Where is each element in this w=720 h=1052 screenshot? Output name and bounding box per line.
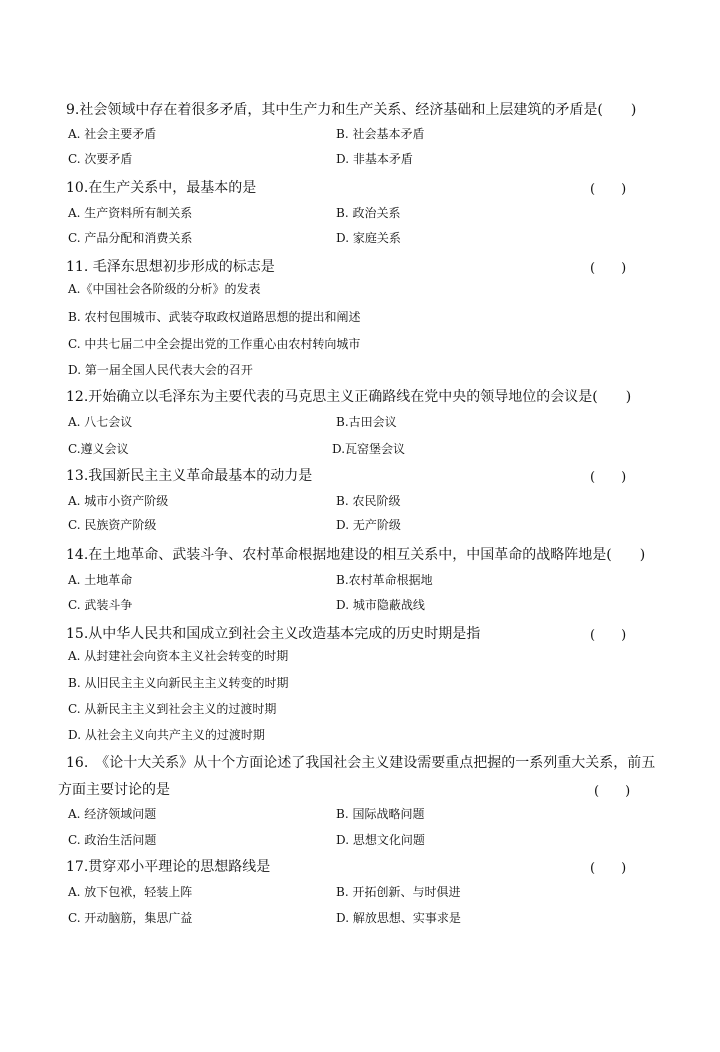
option-c: C. 次要矛盾 [68,152,133,166]
question-stem: 12.开始确立以毛泽东为主要代表的马克思主义正确路线在党中央的领导地位的会议是( ) [66,389,632,405]
option-b: B. 开拓创新、与时俱进 [336,885,461,899]
option-d: D. 家庭关系 [336,231,401,245]
option-d: D. 思想文化问题 [336,833,425,847]
question-stem-continuation: 方面主要讨论的是 [58,782,170,798]
option-a: A. 从封建社会向资本主义社会转变的时期 [68,649,289,663]
answer-blank: ( ) [590,261,627,276]
option-a: A. 社会主要矛盾 [68,127,157,141]
option-b: B. 社会基本矛盾 [336,127,425,141]
option-d: D. 城市隐蔽战线 [336,598,425,612]
question-stem: 17.贯穿邓小平理论的思想路线是 [66,859,271,875]
option-d: D. 第一届全国人民代表大会的召开 [68,363,253,377]
option-d: D. 解放思想、实事求是 [336,911,461,925]
option-a: A. 城市小资产阶级 [68,494,169,508]
option-a: A. 放下包袱，轻装上阵 [68,885,193,899]
question-stem: 15.从中华人民共和国成立到社会主义改造基本完成的历史时期是指 [66,626,481,642]
question-stem: 10.在生产关系中，最基本的是 [66,180,257,196]
option-c: C. 开动脑筋，集思广益 [68,911,193,925]
option-c: C. 从新民主主义到社会主义的过渡时期 [68,702,277,716]
option-d: D.瓦窑堡会议 [332,442,406,456]
question-stem: 14.在土地革命、武装斗争、农村革命根据地建设的相互关系中，中国革命的战略阵地是( ) [66,547,646,563]
option-a: A. 生产资料所有制关系 [68,206,193,220]
option-a: A. 经济领域问题 [68,807,157,821]
answer-blank: ( ) [590,628,627,643]
option-b: B. 农民阶级 [336,494,401,508]
answer-blank: ( ) [594,784,631,799]
question-stem: 13.我国新民主主义革命最基本的动力是 [66,468,313,484]
answer-blank: ( ) [590,182,627,197]
answer-blank: ( ) [590,861,627,876]
option-d: D. 非基本矛盾 [336,152,413,166]
option-c: C. 政治生活问题 [68,833,157,847]
option-c: C. 中共七届二中全会提出党的工作重心由农村转向城市 [68,337,361,351]
option-a: A.《中国社会各阶级的分析》的发表 [68,282,261,296]
question-stem: 16. 《论十大关系》从十个方面论述了我国社会主义建设需要重点把握的一系列重大关系，前五 [66,755,656,771]
option-c: C. 武装斗争 [68,598,133,612]
option-c: C.遵义会议 [68,442,129,456]
option-d: D. 从社会主义向共产主义的过渡时期 [68,728,265,742]
option-c: C. 产品分配和消费关系 [68,231,193,245]
option-b: B. 从旧民主主义向新民主主义转变的时期 [68,676,289,690]
option-b: B.古田会议 [336,415,397,429]
option-a: A. 土地革命 [68,573,133,587]
question-stem: 11. 毛泽东思想初步形成的标志是 [66,259,275,275]
option-b: B.农村革命根据地 [336,573,433,587]
option-d: D. 无产阶级 [336,518,401,532]
option-a: A. 八七会议 [68,415,133,429]
option-b: B. 政治关系 [336,206,401,220]
question-stem: 9.社会领域中存在着很多矛盾，其中生产力和生产关系、经济基础和上层建筑的矛盾是( ) [66,102,637,118]
answer-blank: ( ) [590,470,627,485]
option-b: B. 国际战略问题 [336,807,425,821]
option-c: C. 民族资产阶级 [68,518,157,532]
option-b: B. 农村包围城市、武装夺取政权道路思想的提出和阐述 [68,310,361,324]
